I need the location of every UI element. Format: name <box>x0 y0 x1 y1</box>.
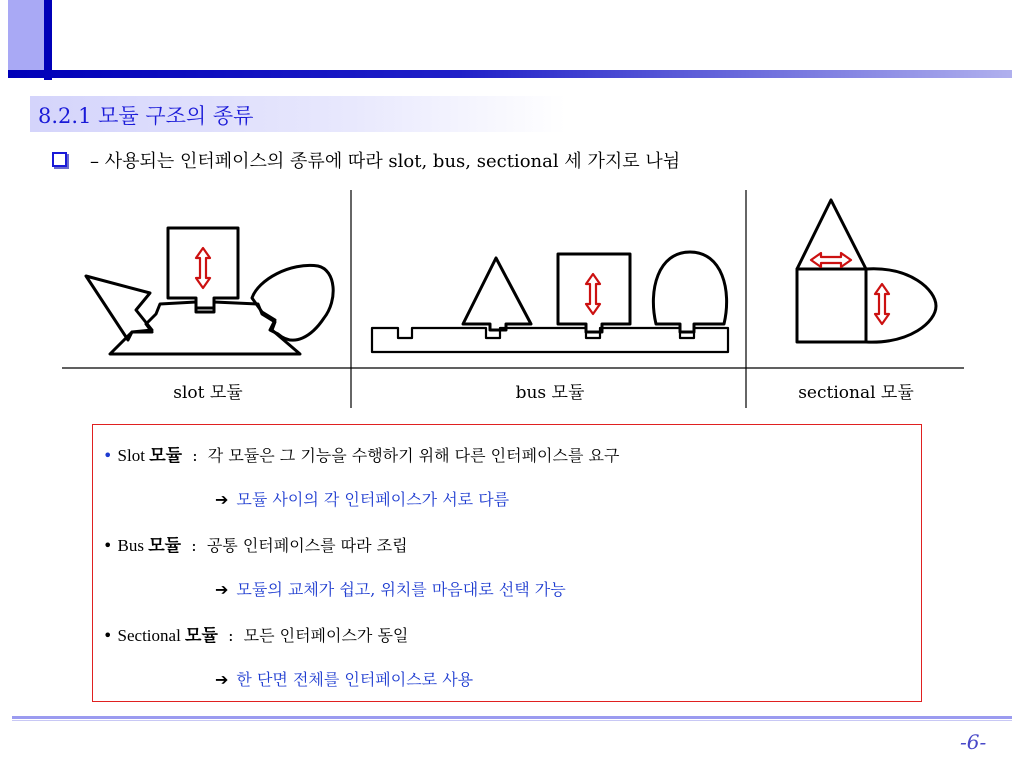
desc-term-en: Sectional <box>117 626 181 645</box>
bus-dome <box>653 252 726 332</box>
bus-triangle <box>463 258 531 330</box>
sectional-module-figure <box>797 200 936 342</box>
slot-double-arrow <box>196 248 210 288</box>
desc-sub-text: 모듈 사이의 각 인터페이스가 서로 다름 <box>236 490 510 509</box>
desc-term-en: Slot <box>117 446 145 465</box>
slot-module-figure <box>86 228 333 354</box>
section-title-text: 8.2.1 모듈 구조의 종류 <box>38 104 254 128</box>
desc-term-ko: 모듈 <box>149 446 183 465</box>
sectional-vertical-arrow <box>875 284 889 324</box>
desc-sub-bus <box>215 577 566 600</box>
bus-rail <box>372 328 728 352</box>
slot-right-part <box>252 265 333 340</box>
desc-term-ko: 모듈 <box>148 536 182 555</box>
bus-double-arrow <box>586 274 600 314</box>
desc-row-sectional: • Sectional 모듈 : 모든 인터페이스가 동일 <box>103 626 409 645</box>
label-sectional-module: sectional 모듈 <box>798 383 914 403</box>
desc-row-bus: • Bus 모듈 : 공통 인터페이스를 따라 조립 <box>103 536 408 555</box>
slot-left-part <box>86 276 152 340</box>
right-arrow-icon: ➔ <box>215 490 229 509</box>
desc-sub-slot <box>215 487 509 510</box>
desc-term-ko: 모듈 <box>185 626 218 645</box>
label-bus-module: bus 모듈 <box>515 383 585 403</box>
right-arrow-icon: ➔ <box>215 580 229 599</box>
footer-rule <box>12 716 1012 719</box>
desc-colon: : <box>192 446 198 465</box>
bus-module-figure <box>372 252 728 352</box>
sectional-horizontal-arrow <box>811 253 851 267</box>
desc-term-en: Bus <box>117 536 144 555</box>
desc-text: 각 모듈은 그 기능을 수행하기 위해 다른 인터페이스를 요구 <box>207 446 620 465</box>
footer-rule-thin <box>12 720 1012 721</box>
desc-sub-text: 모듈의 교체가 쉽고, 위치를 마음대로 선택 가능 <box>236 580 566 599</box>
description-box <box>92 424 922 702</box>
desc-row-slot: • Slot 모듈 : 각 모듈은 그 기능을 수행하기 위해 다른 인터페이스를 요구 <box>103 446 620 465</box>
bullet-text: – 사용되는 인터페이스의 종류에 따라 slot, bus, sectional 세 가지로 나뉨 <box>90 151 681 172</box>
page-number: -6- <box>960 730 987 754</box>
label-slot-module: slot 모듈 <box>173 383 243 403</box>
desc-text: 공통 인터페이스를 따라 조립 <box>206 536 408 555</box>
sectional-square <box>797 269 866 342</box>
sectional-half-ellipse <box>866 269 936 342</box>
desc-sub-text: 한 단면 전체를 인터페이스로 사용 <box>236 670 474 689</box>
desc-colon: : <box>191 536 197 555</box>
desc-sub-sectional <box>215 667 473 690</box>
desc-text: 모든 인터페이스가 동일 <box>243 626 409 645</box>
desc-colon: : <box>228 626 234 645</box>
right-arrow-icon: ➔ <box>215 670 229 689</box>
